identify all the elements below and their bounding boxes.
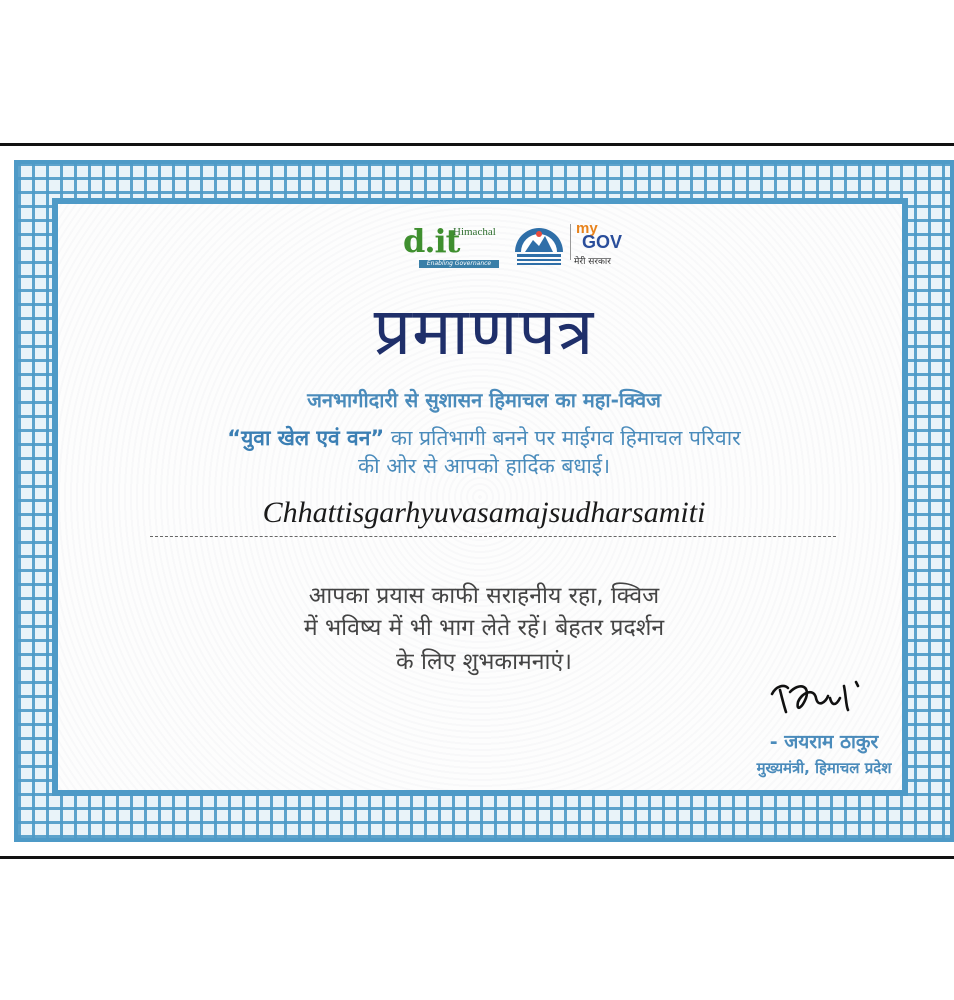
himachal-emblem-logo <box>511 224 567 268</box>
dit-logo-tagline: Enabling Governance <box>419 260 499 268</box>
message-line-1: आपका प्रयास काफी सराहनीय रहा, क्विज <box>308 583 660 609</box>
certificate-title: प्रमाणपत्र <box>373 293 595 370</box>
certificate <box>14 160 954 842</box>
message-line-2: में भविष्य में भी भाग लेते रहें। बेहतर प्रदर्शन <box>303 615 665 641</box>
handwritten-signature <box>766 672 876 724</box>
recipient-underline <box>150 536 836 537</box>
signatory-name: - जयराम ठाकुर <box>769 731 879 753</box>
congratulations-line: की ओर से आपको हार्दिक बधाई। <box>357 454 611 478</box>
mygov-logo <box>574 220 636 270</box>
participation-text: का प्रतिभागी बनने पर माईगव हिमाचल परिवार <box>384 426 741 450</box>
dit-logo-himachal: Himachal <box>453 226 496 238</box>
mygov-gov-text: GOV <box>582 232 623 252</box>
top-rule <box>0 143 954 146</box>
quiz-heading: जनभागीदारी से सुशासन हिमाचल का महा-क्विज <box>307 388 661 412</box>
quiz-name: “युवा खेल एवं वन” <box>227 426 385 450</box>
dit-himachal-logo <box>403 222 503 268</box>
mygov-my-text: my <box>576 220 598 237</box>
dit-logo-text: d.it <box>403 222 460 260</box>
mygov-tagline: मेरी सरकार <box>574 257 611 267</box>
message-line-3: के लिए शुभकामनाएं। <box>396 649 572 675</box>
participation-line <box>14 424 954 452</box>
logo-row <box>14 212 954 278</box>
recipient-name: Chhattisgarhyuvasamajsudharsamiti <box>262 496 706 529</box>
logo-separator <box>570 224 571 260</box>
signatory-title: मुख्यमंत्री, हिमाचल प्रदेश <box>756 759 892 777</box>
bottom-rule <box>0 856 954 859</box>
